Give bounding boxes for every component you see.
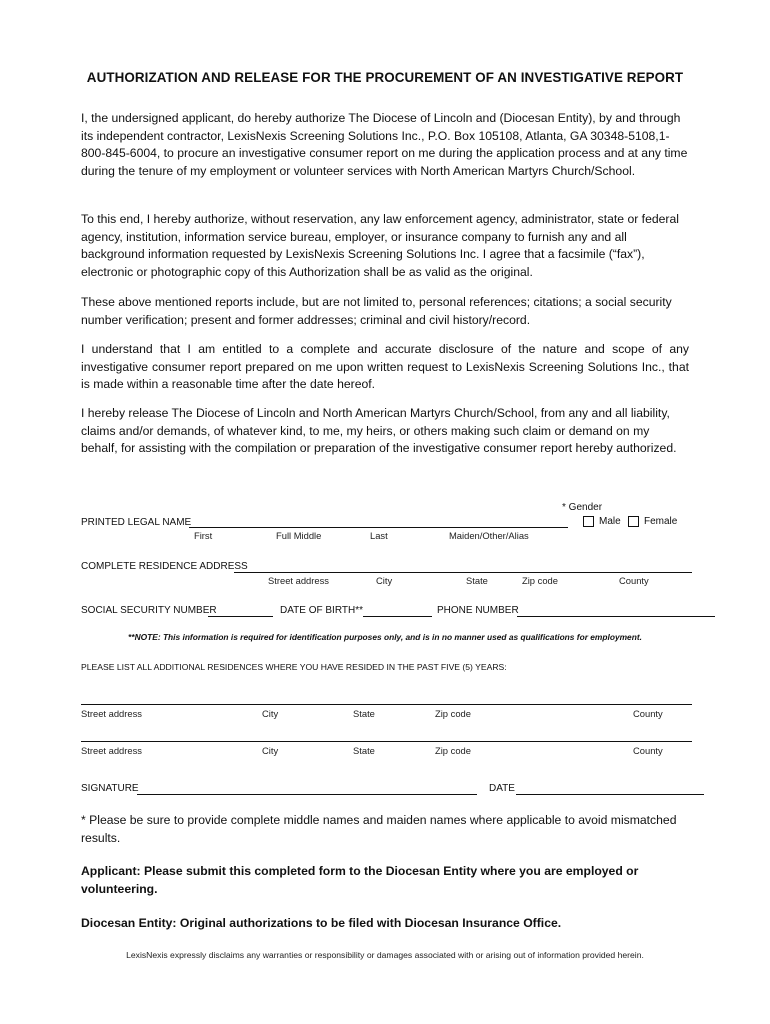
additional-2-county-sublabel: County bbox=[633, 745, 663, 756]
first-name-sublabel: First bbox=[194, 530, 213, 541]
paragraph-authorization: I, the undersigned applicant, do hereby authorize The Diocese of Lincoln and (Diocesan Entity), by and through its independent contractor, LexisNexis Screening Solutions Inc., P.O. Box 105108, Atlanta, GA 30348-5108,1-800-845-6004, to procure an investigative consumer report on me during the application process and at any time during the tenure of my employment or volunteer services with North American Martyrs Church/School. bbox=[81, 111, 688, 178]
middle-names-note: * Please be sure to provide complete middle names and maiden names where applicable to avoid mismatched results. bbox=[81, 813, 677, 845]
last-name-sublabel: Last bbox=[370, 530, 388, 541]
additional-2-state-sublabel: State bbox=[353, 745, 375, 756]
male-checkbox[interactable] bbox=[583, 516, 594, 527]
residence-county-sublabel: County bbox=[619, 575, 649, 586]
residence-city-sublabel: City bbox=[376, 575, 393, 586]
residence-street-sublabel: Street address bbox=[268, 575, 329, 586]
document-title: AUTHORIZATION AND RELEASE FOR THE PROCUREMENT OF AN INVESTIGATIVE REPORT bbox=[86, 70, 684, 85]
legal-name-field[interactable] bbox=[189, 527, 568, 528]
female-option-label: Female bbox=[644, 516, 678, 527]
residence-label: COMPLETE RESIDENCE ADDRESS bbox=[81, 561, 248, 572]
diocesan-entity-instruction: Diocesan Entity: Original authorizations to be filed with Diocesan Insurance Office. bbox=[81, 916, 562, 930]
additional-residence-2-field[interactable] bbox=[81, 741, 692, 742]
lexisnexis-disclaimer: LexisNexis expressly disclaims any warranties or responsibility or damages associated with or arising out of information provided herein. bbox=[126, 950, 644, 960]
residence-field[interactable] bbox=[234, 572, 692, 573]
gender-label: * Gender bbox=[562, 502, 603, 513]
maiden-name-sublabel: Maiden/Other/Alias bbox=[449, 530, 529, 541]
applicant-instruction: Applicant: Please submit this completed form to the Diocesan Entity where you are employed or volunteering. bbox=[81, 864, 639, 896]
residence-zip-sublabel: Zip code bbox=[522, 575, 558, 586]
additional-1-county-sublabel: County bbox=[633, 708, 663, 719]
additional-1-state-sublabel: State bbox=[353, 708, 375, 719]
ssn-label: SOCIAL SECURITY NUMBER bbox=[81, 605, 217, 616]
phone-label: PHONE NUMBER bbox=[437, 605, 519, 616]
middle-name-sublabel: Full Middle bbox=[276, 530, 322, 541]
ssn-field[interactable] bbox=[208, 616, 273, 617]
additional-residence-1-field[interactable] bbox=[81, 704, 692, 705]
additional-residences-label: PLEASE LIST ALL ADDITIONAL RESIDENCES WHERE YOU HAVE RESIDED IN THE PAST FIVE (5) YEARS: bbox=[81, 662, 507, 672]
date-label: DATE bbox=[489, 783, 515, 794]
male-option-label: Male bbox=[599, 516, 621, 527]
additional-2-street-sublabel: Street address bbox=[81, 745, 142, 756]
paragraph-liability-release: I hereby release The Diocese of Lincoln and North American Martyrs Church/School, from any and all liability, claims and/or demands, of whatever kind, to me, my heirs, or others making such claim or demand on my behalf, for assisting with the compilation or preparation of the investigative consumer report hereby authorized. bbox=[81, 406, 677, 456]
additional-2-city-sublabel: City bbox=[262, 745, 279, 756]
additional-1-zip-sublabel: Zip code bbox=[435, 708, 471, 719]
dob-label: DATE OF BIRTH** bbox=[280, 605, 363, 616]
residence-state-sublabel: State bbox=[466, 575, 488, 586]
paragraph-report-contents: These above mentioned reports include, but are not limited to, personal references; citations; a social security number verification; present and former addresses; criminal and civil history/record. bbox=[81, 295, 672, 327]
signature-field[interactable] bbox=[137, 794, 477, 795]
paragraph-release-sources: To this end, I hereby authorize, without reservation, any law enforcement agency, administrator, state or federal agency, institution, information service bureau, employer, or insurance company to furnish any and all background information requested by LexisNexis Screening Solutions Inc. I agree that a facsimile (“fax”), electronic or photographic copy of this Authorization shall be as valid as the original. bbox=[81, 212, 679, 279]
signature-label: SIGNATURE bbox=[81, 783, 139, 794]
legal-name-label: PRINTED LEGAL NAME bbox=[81, 517, 192, 528]
additional-1-city-sublabel: City bbox=[262, 708, 279, 719]
additional-2-zip-sublabel: Zip code bbox=[435, 745, 471, 756]
identification-note: **NOTE: This information is required for identification purposes only, and is in no manner used as qualifications for employment. bbox=[128, 632, 642, 642]
additional-1-street-sublabel: Street address bbox=[81, 708, 142, 719]
female-checkbox[interactable] bbox=[628, 516, 639, 527]
phone-field[interactable] bbox=[517, 616, 715, 617]
paragraph-disclosure-rights: I understand that I am entitled to a complete and accurate disclosure of the nature and scope of any investigative consumer report prepared on me upon written request to LexisNexis Screening Solutions Inc., that is made within a reasonable time after the date hereof. bbox=[81, 342, 689, 392]
date-field[interactable] bbox=[516, 794, 704, 795]
dob-field[interactable] bbox=[363, 616, 432, 617]
